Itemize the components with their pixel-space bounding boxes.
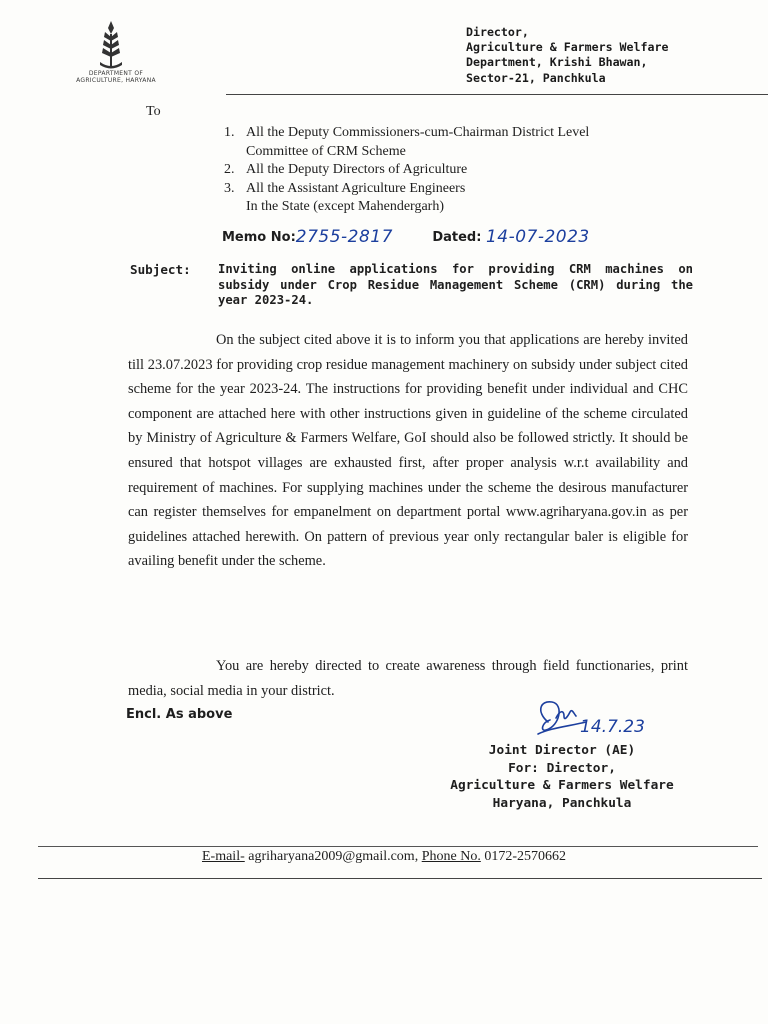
signature-date: 14.7.23 bbox=[580, 717, 645, 737]
enclosure-note: Encl. As above bbox=[126, 707, 233, 722]
logo-caption-line: AGRICULTURE, HARYANA bbox=[76, 77, 156, 84]
list-number: 3. bbox=[224, 180, 235, 196]
email-label: E-mail- bbox=[201, 849, 245, 864]
dated-label: Dated: bbox=[432, 230, 482, 245]
list-item bbox=[224, 124, 704, 143]
list-item-continuation: In the State (except Mahendergarh) bbox=[246, 199, 444, 214]
memo-number: 2755-2817 bbox=[295, 227, 393, 247]
phone-number: 0172-2570662 bbox=[484, 849, 566, 864]
recipient-list bbox=[224, 124, 704, 217]
footer-divider bbox=[38, 878, 762, 879]
address-line: Director, bbox=[466, 25, 529, 39]
signatory-line: For: Director, bbox=[508, 760, 616, 776]
dated-value: 14-07-2023 bbox=[485, 227, 590, 247]
list-item bbox=[224, 161, 704, 180]
signatory-line: Agriculture & Farmers Welfare bbox=[450, 778, 674, 793]
signatory-block bbox=[432, 742, 692, 812]
address-line: Agriculture & Farmers Welfare bbox=[466, 40, 669, 55]
list-number: 1. bbox=[224, 125, 235, 140]
footer-divider bbox=[38, 846, 758, 847]
address-line: Department, Krishi Bhawan, bbox=[466, 55, 648, 70]
body-paragraph: You are hereby directed to create awareness through field functionaries, print media, social media in your district. bbox=[128, 658, 688, 699]
email-address: agriharyana2009@gmail.com, bbox=[248, 849, 419, 864]
list-text: All the Assistant Agriculture Engineers bbox=[246, 180, 466, 196]
list-number: 2. bbox=[224, 162, 235, 177]
sender-address bbox=[466, 25, 668, 86]
logo-caption-line: DEPARTMENT OF bbox=[88, 70, 144, 77]
signatory-line: Joint Director (AE) bbox=[488, 743, 636, 758]
subject-text: Inviting online applications for providing CRM machines on subsidy under Crop Residue Management Scheme (CRM) during the year 2023-24. bbox=[218, 262, 693, 307]
logo-caption bbox=[56, 70, 176, 84]
list-text: All the Deputy Directors of Agriculture bbox=[246, 162, 468, 177]
address-line: Sector-21, Panchkula bbox=[466, 70, 606, 85]
list-item-continuation: Committee of CRM Scheme bbox=[246, 143, 406, 159]
memo-line bbox=[222, 226, 590, 246]
phone-label: Phone No. bbox=[421, 849, 481, 864]
footer-contact bbox=[0, 849, 768, 865]
header-divider bbox=[226, 94, 768, 95]
subject-label: Subject: bbox=[130, 262, 191, 277]
wheat-emblem-icon bbox=[86, 18, 136, 70]
list-text: All the Deputy Commissioners-cum-Chairman District Level bbox=[246, 125, 590, 140]
signatory-line: Haryana, Panchkula bbox=[492, 795, 632, 811]
body-paragraph: On the subject cited above it is to inform you that applications are hereby invited till 23.07.2023 for providing crop residue management machinery on subsidy under subject cited scheme for the year 2023-24. The instructions for providing benefit under individual and CHC component are attached here with other instructions given in guideline of the scheme circulated by Ministry of Agriculture & Farmers Welfare, GoI should also be followed strictly. It should be ensured that hotspot villages are exhausted first, after proper analysis w.r.t availability and requirement of machines. For supplying machines under the scheme the desirous manufacturer can register themselves for empanelment on department portal www.agriharyana.gov.in as per guidelines attached herewith. On pattern of previous year only rectangular baler is eligible for availing benefit under the scheme. bbox=[128, 332, 688, 570]
list-item bbox=[224, 180, 704, 199]
memo-label: Memo No: bbox=[222, 230, 296, 245]
to-label: To bbox=[146, 104, 161, 119]
signature-icon bbox=[530, 692, 650, 748]
